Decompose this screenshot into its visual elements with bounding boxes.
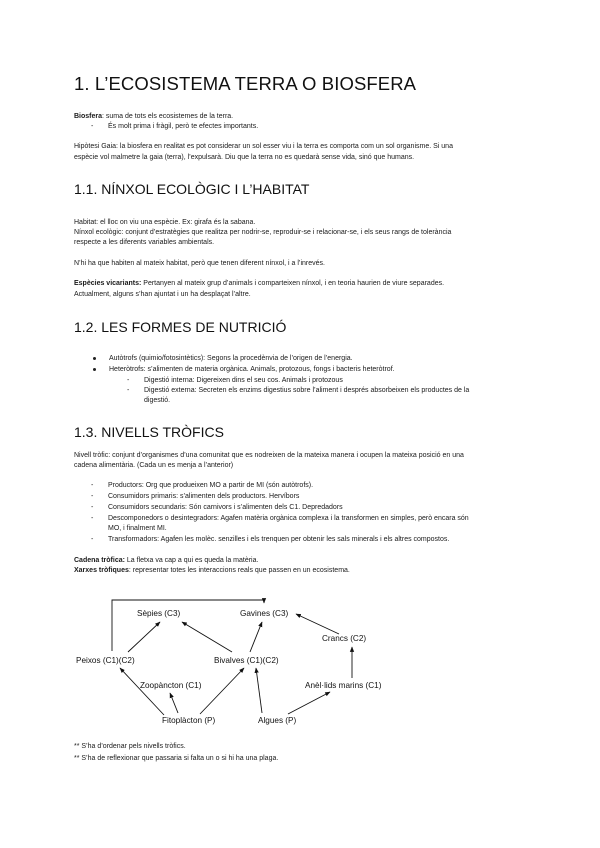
arrow-algues-bivalves — [256, 668, 262, 713]
arrow-crancs-gavines — [296, 614, 339, 634]
node-crancs: Crancs (C2) — [322, 634, 367, 643]
node-fitoplancton: Fitoplàcton (P) — [162, 716, 216, 725]
note-1: ** S’ha d’ordenar pels nivells tròfics. — [74, 743, 186, 750]
digestio-interna: Digestió interna: Digereixen dins el seu cos. Animals i protozous — [144, 377, 343, 384]
node-zooplancton: Zoopàncton (C1) — [140, 681, 202, 690]
xarxes-text: : representar totes les interaccions reals que passen en un ecosistema. — [128, 567, 350, 574]
ninxol-line-2: respecte a les diferents variables ambientals. — [74, 239, 215, 246]
node-sepies: Sèpies (C3) — [137, 609, 181, 618]
nivell-trofic-line-1: Nivell tròfic: conjunt d’organismes d’una comunitat que es nodreixen de la mateixa manera i ocupen la mateixa posició en una — [74, 452, 464, 459]
descomponedors-cont: MO, i finalment MI. — [108, 525, 167, 532]
note-2: ** S’ha de reflexionar que passaria si falta un o si hi ha una plaga. — [74, 755, 279, 762]
gaia-line-1: Hipòtesi Gaia: la biosfera en realitat es pot considerar un sol esser viu i la terra es comporta com un sol organisme. Si una — [74, 143, 453, 150]
habitat-text: Habitat: el lloc on viu una espècie. Ex: girafa és la sabana. — [74, 219, 256, 226]
arrow-bivalves-sepies — [182, 622, 232, 652]
arrow-bivalves-gavines — [250, 622, 262, 652]
cadena-term: Cadena tròfica: — [74, 557, 125, 564]
node-bivalves: Bivalves (C1)(C2) — [214, 656, 279, 665]
biosfera-term: Biosfera — [74, 113, 103, 120]
biosfera-note: És molt prima i fràgil, però te efectes importants. — [108, 123, 259, 130]
productors: Productors: Org que produeixen MO a partir de MI (són autòtrofs). — [108, 482, 314, 489]
arrow-fito-peixos — [120, 668, 164, 715]
section-heading-1-2: 1.2. LES FORMES DE NUTRICIÓ — [74, 319, 287, 335]
digestio-externa-cont: digestió. — [144, 397, 171, 404]
vicariants-term: Espècies vicariants: — [74, 280, 142, 287]
node-gavines: Gavines (C3) — [240, 609, 289, 618]
xarxes-term: Xarxes tròfiques — [74, 567, 129, 574]
node-algues: Algues (P) — [258, 716, 297, 725]
section-heading-1-3: 1.3. NIVELLS TRÒFICS — [74, 424, 224, 440]
cadena-text: La fletxa va cap a qui es queda la matèria. — [124, 557, 259, 564]
node-peixos: Peixos (C1)(C2) — [76, 656, 135, 665]
arrow-fito-zoo — [170, 693, 178, 713]
arrow-fito-bivalves — [200, 668, 244, 714]
same-habitat-text: N’hi ha que habiten al mateix habitat, però que tenen diferent nínxol, i a l’inrevés. — [74, 260, 325, 267]
vicariants-line-2: Actualment, alguns s’han ajuntat i un ha desplaçat l’altre. — [74, 291, 251, 298]
nutrition-heterotrofs: Heteròtrofs: s’alimenten de materia orgànica. Animals, protozous, fongs i bacteris heteròtrof. — [109, 366, 395, 373]
vicariants-text: Pertanyen al mateix grup d’animals i comparteixen nínxol, i en teoria haurien de viure separades. — [141, 280, 445, 287]
arrow-peixos-sepies — [128, 622, 160, 652]
node-anelids: Anèl·lids marins (C1) — [305, 681, 382, 690]
descomponedors: Descomponedors o desintegradors: Agafen matèria orgànica complexa i la transformen en simples, però encara són — [108, 515, 469, 522]
document-page: 1. L’ECOSISTEMA TERRA O BIOSFERA Biosfera: suma de tots els ecosistemes de la terra. - És molt prima i fràgil, però te efectes importants. Hipòtesi Gaia: la biosfera en realitat es pot considerar un sol esser viu i la terra es comporta com un sol organisme. Si una espècie vol malmetre la gaia (terra), l’expulsarà. Diu que la terra no es quedarà sense vida, sinó que humans. 1.1. NÍNXOL ECOLÒGIC I L’HABITAT Habitat: el lloc on viu una espècie. Ex: girafa és la sabana. Nínxol ecològic: conjunt d’estratègies que realitza per nodrir-se, reproduir-se i relacionar-se, i els seus rangs de tolerància respecte a les diferents variables ambientals. N’hi ha que habiten al mateix habitat, però que tenen diferent nínxol, i a l’inrevés. Espècies vicariants: Pertanyen al mateix grup d’animals i comparteixen nínxol, i en teoria haurien de viure separades. Actualment, alguns s’han ajuntat i un ha desplaçat l’altre. 1.2. LES FORMES DE NUTRICIÓ Autòtrofs (quimio/fotosintètics): Segons la procedènvia de l’origen de l’energia. Heteròtrofs: s’alimenten de materia orgànica. Animals, protozous, fongs i bacteris heteròtrof. - Digestió interna: Digereixen dins el seu cos. Animals i protozous - Digestió externa: Secreten els enzims digestius sobre l’aliment i després absorbeixen els productes de la digestió. 1.3. NIVELLS TRÒFICS Nivell tròfic: conjunt d’organismes d’una comunitat que es nodreixen de la mateixa manera i ocupen la mateixa posició en una cadena alimentària. (Cada un es menja a l’anterior) - Productors: Org que produeixen MO a partir de MI (són autòtrofs). - Consumidors primaris: s’alimenten dels productors. Hervíbors - Consumidors secundaris: Són carnivors i s’alimenten dels C1. Depredadors - Descomponedors o desintegradors: Agafen matèria orgànica complexa i la transformen en simples, però encara són MO, i finalment MI. - Transformadors: Agafen les molèc. senzilles i els trenquen per obtenir les sals minerals i els altres compostos. Cadena tròfica: La fletxa va cap a qui es queda la matèria. Xarxes tròfiques: representar totes les interaccions reals que passen en un ecosistema. Sèpies (C3) Gavines (C3) Crancs (C2) Peixos (C1)(C2) Bivalves (C1)(C2) Zoopàncton (C1) Anèl·lids marins (C1) Fitoplàcton (P) Algues (P) ** S’ha d’ordenar pels nivells tròfics. ** S’ha de reflexionar que passaria si falta un o si hi ha una plaga. — [0, 0, 600, 848]
consumidors-primaris: Consumidors primaris: s’alimenten dels productors. Hervíbors — [108, 493, 300, 500]
nivell-trofic-line-2: cadena alimentària. (Cada un es menja a l’anterior) — [74, 462, 234, 469]
consumidors-secundaris: Consumidors secundaris: Són carnivors i s’alimenten dels C1. Depredadors — [108, 504, 343, 511]
digestio-externa: Digestió externa: Secreten els enzims digestius sobre l’aliment i després absorbeixen els productes de la — [144, 387, 470, 394]
page-title: 1. L’ECOSISTEMA TERRA O BIOSFERA — [74, 73, 417, 94]
transformadors: Transformadors: Agafen les molèc. senzilles i els trenquen per obtenir les sals minerals i els altres compostos. — [108, 536, 450, 543]
nutrition-autotrofs: Autòtrofs (quimio/fotosintètics): Segons la procedènvia de l’origen de l’energia. — [109, 355, 353, 362]
gaia-line-2: espècie vol malmetre la gaia (terra), l’expulsarà. Diu que la terra no es quedarà sense vida, sinó que humans. — [74, 154, 415, 161]
biosfera-text: : suma de tots els ecosistemes de la terra. — [102, 113, 234, 120]
arrow-algues-anelids — [288, 692, 330, 714]
ninxol-line-1: Nínxol ecològic: conjunt d’estratègies que realitza per nodrir-se, reproduir-se i relacionar-se, i els seus rangs de tolerància — [74, 229, 452, 236]
section-heading-1-1: 1.1. NÍNXOL ECOLÒGIC I L’HABITAT — [74, 181, 310, 197]
